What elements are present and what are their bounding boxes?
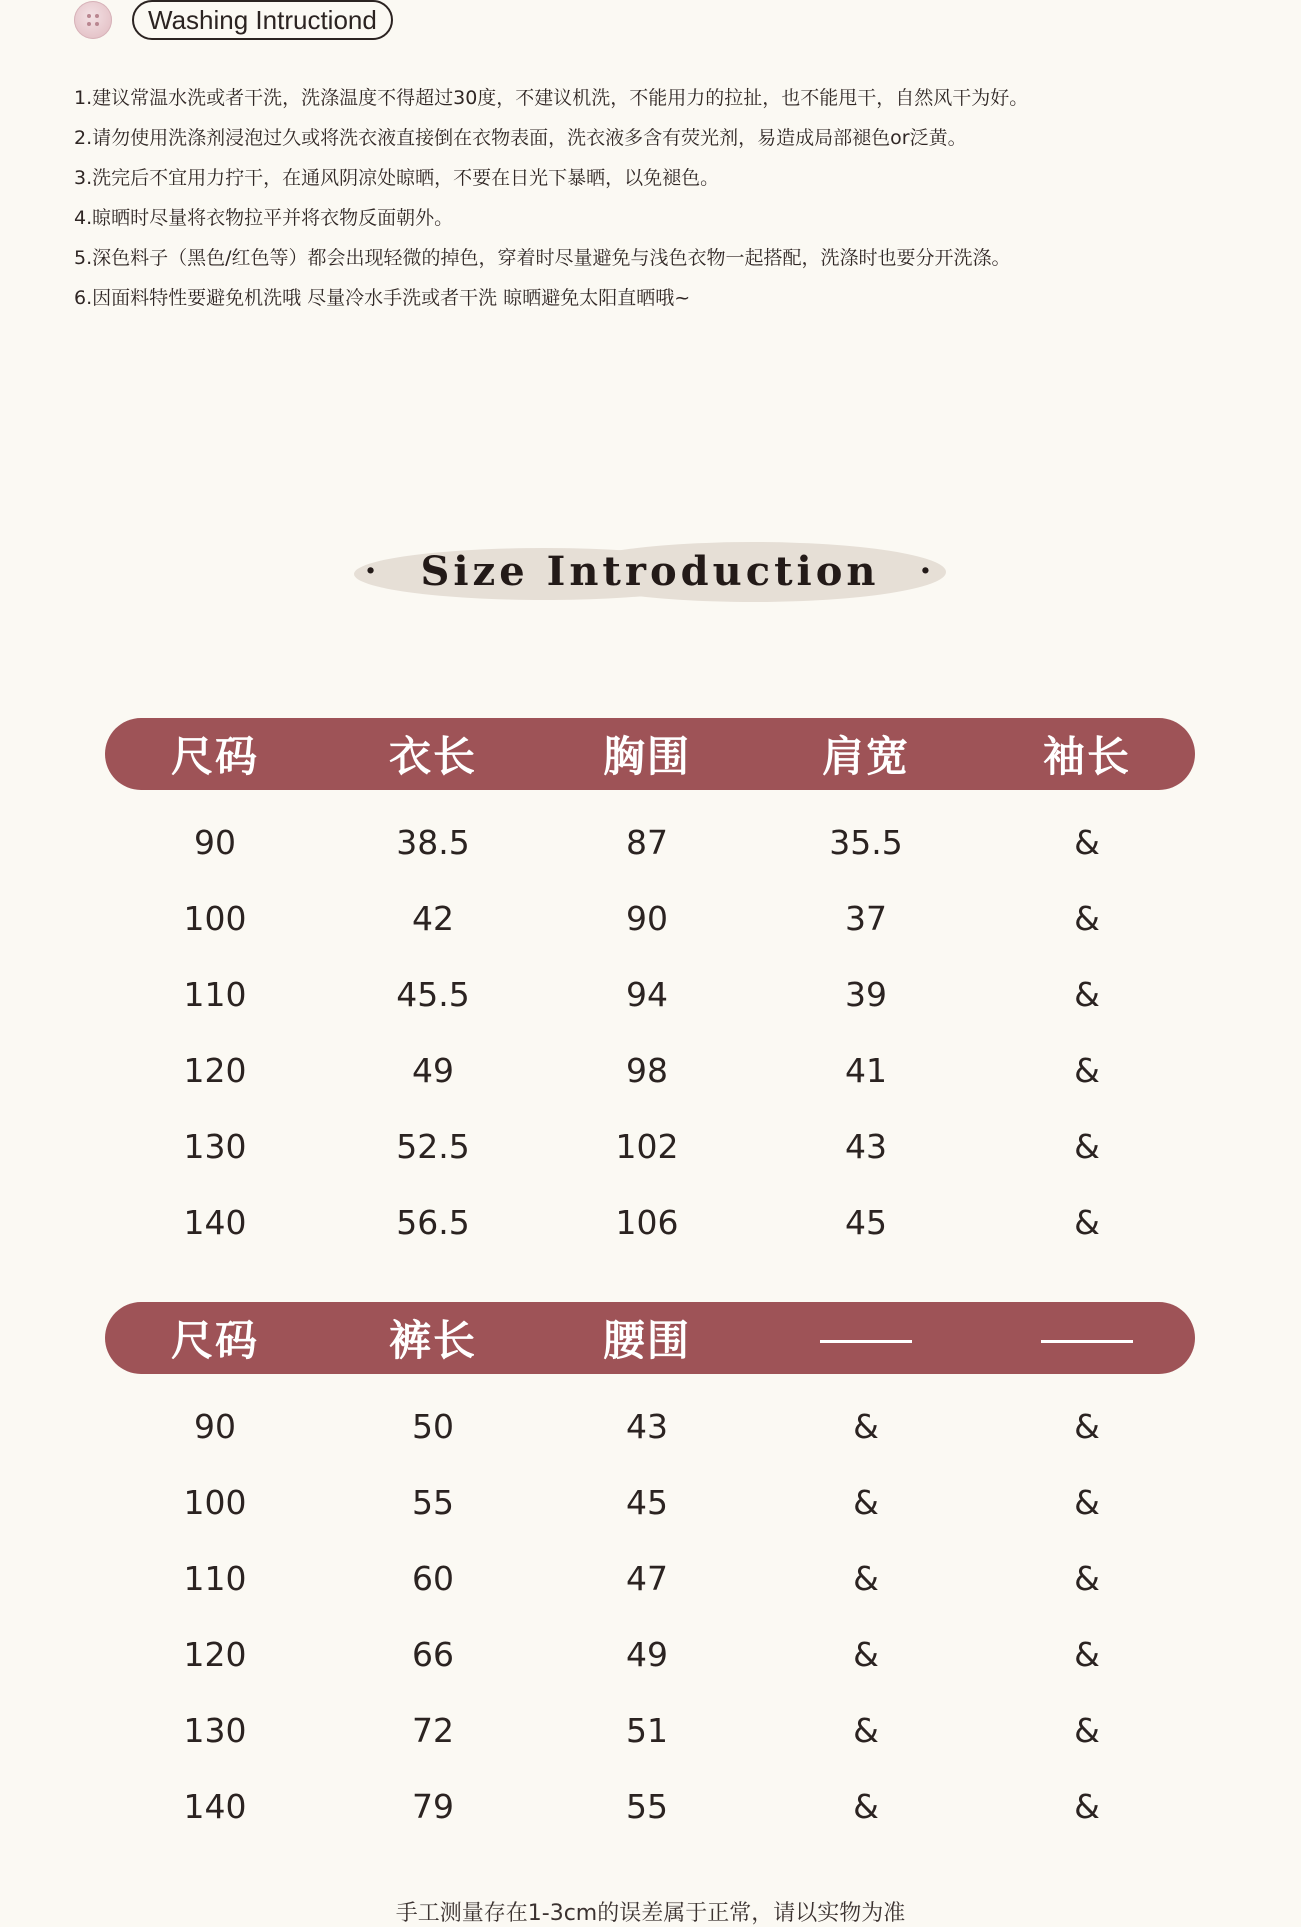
- table-cell: 60: [412, 1558, 454, 1598]
- washing-title: Washing Intructiond: [132, 0, 393, 40]
- table-cell: 90: [194, 1406, 236, 1446]
- table-cell: 50: [412, 1406, 454, 1446]
- table-row: [105, 1464, 1195, 1540]
- table-cell: &: [853, 1482, 879, 1522]
- table-cell: &: [1074, 1786, 1100, 1826]
- table-row: [105, 1616, 1195, 1692]
- table-cell: 49: [412, 1050, 454, 1090]
- table-cell: 51: [626, 1710, 668, 1750]
- table-cell: 94: [626, 974, 668, 1014]
- top-size-table: [105, 718, 1195, 1260]
- table-cell: 43: [845, 1126, 887, 1166]
- header-cell: 衣长: [388, 732, 477, 781]
- table-cell: 66: [412, 1634, 454, 1674]
- table-cell: 72: [412, 1710, 454, 1750]
- table-row: [105, 956, 1195, 1032]
- header-cell: 尺码: [170, 1316, 259, 1365]
- table-cell: &: [853, 1710, 879, 1750]
- table-cell: &: [1074, 1202, 1100, 1242]
- table-cell: 87: [626, 822, 668, 862]
- instruction-line: 5.深色料子（黑色/红色等）都会出现轻微的掉色，穿着时尽量避免与浅色衣物一起搭配，洗涤时也要分开洗涤。: [74, 247, 1011, 269]
- table-cell: 49: [626, 1634, 668, 1674]
- table-cell: 102: [615, 1126, 679, 1166]
- header-dash: [979, 1314, 1195, 1363]
- table-cell: 98: [626, 1050, 668, 1090]
- table-cell: &: [1074, 1482, 1100, 1522]
- measurement-note: 手工测量存在1-3cm的误差属于正常，请以实物为准: [395, 1901, 906, 1926]
- table-cell: 35.5: [829, 822, 903, 862]
- title-text: Size Introduction: [420, 547, 880, 595]
- size-introduction-title: [354, 538, 946, 604]
- table-cell: 41: [845, 1050, 887, 1090]
- table-cell: 42: [412, 898, 454, 938]
- table-cell: 120: [183, 1050, 247, 1090]
- table-cell: &: [1074, 822, 1100, 862]
- header-cell: 袖长: [1042, 732, 1131, 781]
- table-cell: 106: [615, 1202, 679, 1242]
- table-cell: &: [1074, 974, 1100, 1014]
- table-row: [105, 880, 1195, 956]
- table-cell: 52.5: [396, 1126, 470, 1166]
- table-cell: &: [1074, 1634, 1100, 1674]
- table-cell: 100: [183, 1482, 247, 1522]
- table-cell: 100: [183, 898, 247, 938]
- table-cell: 120: [183, 1634, 247, 1674]
- table-cell: 90: [626, 898, 668, 938]
- table-row: [105, 1388, 1195, 1464]
- table-row: [105, 1032, 1195, 1108]
- table-cell: 55: [626, 1786, 668, 1826]
- instruction-line: 6.因面料特性要避免机洗哦 尽量冷水手洗或者干洗 晾晒避免太阳直晒哦~: [74, 287, 691, 309]
- table-cell: &: [853, 1558, 879, 1598]
- table-cell: 130: [183, 1126, 247, 1166]
- table-cell: &: [1074, 1710, 1100, 1750]
- table-cell: &: [853, 1406, 879, 1446]
- table-cell: 130: [183, 1710, 247, 1750]
- table-cell: 45: [626, 1482, 668, 1522]
- table-header: [105, 718, 1195, 790]
- table-cell: 55: [412, 1482, 454, 1522]
- table-row: [105, 1184, 1195, 1260]
- header-cell: 胸围: [602, 732, 691, 781]
- table-cell: 45: [845, 1202, 887, 1242]
- title-dot: ·: [919, 551, 936, 591]
- table-row: [105, 804, 1195, 880]
- table-cell: &: [1074, 898, 1100, 938]
- instruction-line: 4.晾晒时尽量将衣物拉平并将衣物反面朝外。: [74, 207, 454, 229]
- table-cell: &: [1074, 1050, 1100, 1090]
- table-cell: &: [853, 1634, 879, 1674]
- instruction-line: 2.请勿使用洗涤剂浸泡过久或将洗衣液直接倒在衣物表面，洗衣液多含有荧光剂，易造成局部褪色or泛黄。: [74, 127, 967, 149]
- table-cell: 37: [845, 898, 887, 938]
- header-dash: [753, 1314, 979, 1363]
- table-cell: 47: [626, 1558, 668, 1598]
- table-header: [105, 1302, 1195, 1374]
- table-row: [105, 1540, 1195, 1616]
- table-cell: &: [853, 1786, 879, 1826]
- header-cell: 裤长: [388, 1316, 477, 1365]
- table-cell: 110: [183, 974, 247, 1014]
- table-cell: 43: [626, 1406, 668, 1446]
- washing-header: [74, 0, 393, 40]
- table-cell: &: [1074, 1558, 1100, 1598]
- table-cell: 39: [845, 974, 887, 1014]
- instruction-line: 1.建议常温水洗或者干洗，洗涤温度不得超过30度，不建议机洗，不能用力的拉扯，也不能甩干，自然风干为好。: [74, 87, 1029, 109]
- table-row: [105, 1768, 1195, 1844]
- header-cell: 腰围: [602, 1316, 691, 1365]
- table-row: [105, 1108, 1195, 1184]
- instruction-line: 3.洗完后不宜用力拧干，在通风阴凉处晾晒，不要在日光下暴晒，以免褪色。: [74, 167, 720, 189]
- washing-instructions: [74, 78, 1254, 318]
- title-dot: ·: [364, 551, 381, 591]
- table-cell: &: [1074, 1126, 1100, 1166]
- table-cell: 140: [183, 1202, 247, 1242]
- table-cell: 45.5: [396, 974, 470, 1014]
- table-cell: 56.5: [396, 1202, 470, 1242]
- table-cell: 79: [412, 1786, 454, 1826]
- table-cell: 140: [183, 1786, 247, 1826]
- table-cell: 90: [194, 822, 236, 862]
- table-cell: 38.5: [396, 822, 470, 862]
- table-row: [105, 1692, 1195, 1768]
- table-cell: 110: [183, 1558, 247, 1598]
- bottom-size-table: [105, 1302, 1195, 1844]
- header-cell: 尺码: [170, 732, 259, 781]
- table-cell: &: [1074, 1406, 1100, 1446]
- header-cell: 肩宽: [821, 732, 910, 781]
- button-icon: [74, 1, 112, 39]
